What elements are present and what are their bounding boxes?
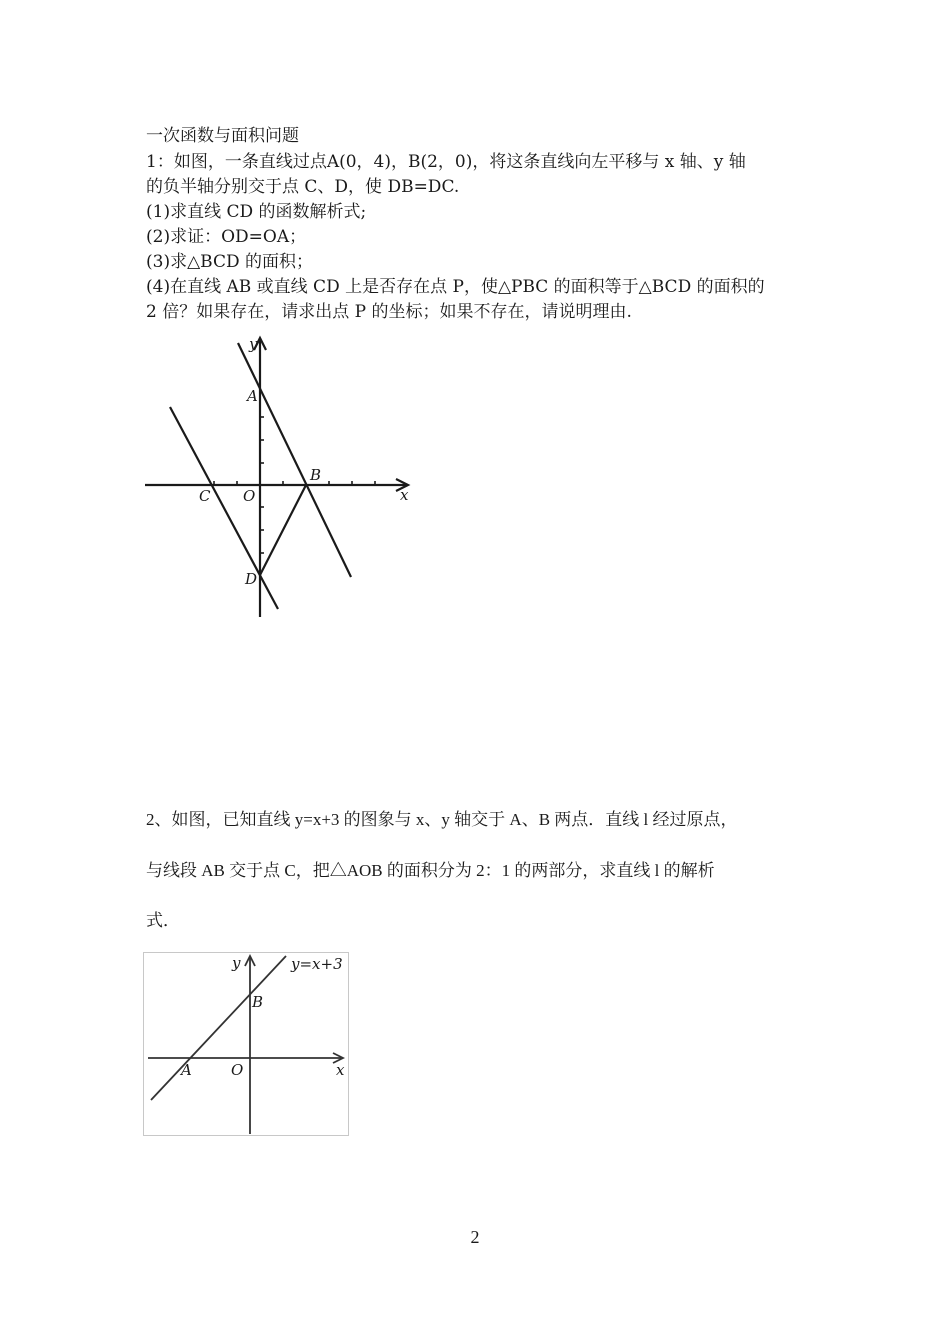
problem2-line2: 与线段 AB 交于点 C，把△AOB 的面积分为 2：1 的两部分，求直线 l 的解析 <box>146 861 715 880</box>
problem1-question-4a: (4)在直线 AB 或直线 CD 上是否存在点 P，使△PBC 的面积等于△BCD 的面积的 <box>146 277 765 297</box>
problem1-line1: 1：如图，一条直线过点A(0，4)，B(2，0)，将这条直线向左平移与 x 轴、y 轴 <box>146 152 746 172</box>
figure2-line-ab <box>151 956 286 1100</box>
page-number: 2 <box>470 1227 480 1247</box>
problem1-question-3: (3)求△BCD 的面积； <box>146 252 314 272</box>
figure1-line-cd <box>170 407 278 609</box>
figure1-label-c: C <box>199 487 211 505</box>
figure2-label-equation: y=x+3 <box>291 955 343 973</box>
figure2-label-y: y <box>232 954 241 972</box>
problem2-line1: 2、如图，已知直线 y=x+3 的图象与 x、y 轴交于 A、B 两点．直线 l 经过原点， <box>146 810 738 829</box>
problem1-question-4b: 2 倍？如果存在，请求出点 P 的坐标；如果不存在，请说明理由. <box>146 302 632 322</box>
problem1-line2: 的负半轴分别交于点 C、D，使 DB=DC. <box>146 177 460 197</box>
figure2-label-b: B <box>252 993 264 1011</box>
problem2-line3: 式． <box>146 911 180 930</box>
problem1-question-2: (2)求证：OD=OA； <box>146 227 307 247</box>
figure2-label-x: x <box>336 1061 345 1079</box>
figure2-label-o: O <box>231 1061 244 1079</box>
figure1-label-d: D <box>245 570 258 588</box>
figure1-segment-db <box>260 485 306 575</box>
figure1-label-a: A <box>247 387 258 405</box>
figure2-label-a: A <box>181 1061 192 1079</box>
figure1-label-b: B <box>310 466 322 484</box>
figure2-coordinate-diagram <box>143 952 349 1137</box>
problem1-title: 一次函数与面积问题 <box>146 126 299 146</box>
problem1-question-1: (1)求直线 CD 的函数解析式; <box>146 202 367 222</box>
figure1-label-x: x <box>400 486 409 504</box>
figure2-frame <box>144 953 349 1136</box>
figure1-line-ab <box>238 343 351 577</box>
figure1-label-o: O <box>243 487 256 505</box>
figure1-label-y: y <box>249 335 258 353</box>
figure1-coordinate-diagram <box>140 335 430 625</box>
